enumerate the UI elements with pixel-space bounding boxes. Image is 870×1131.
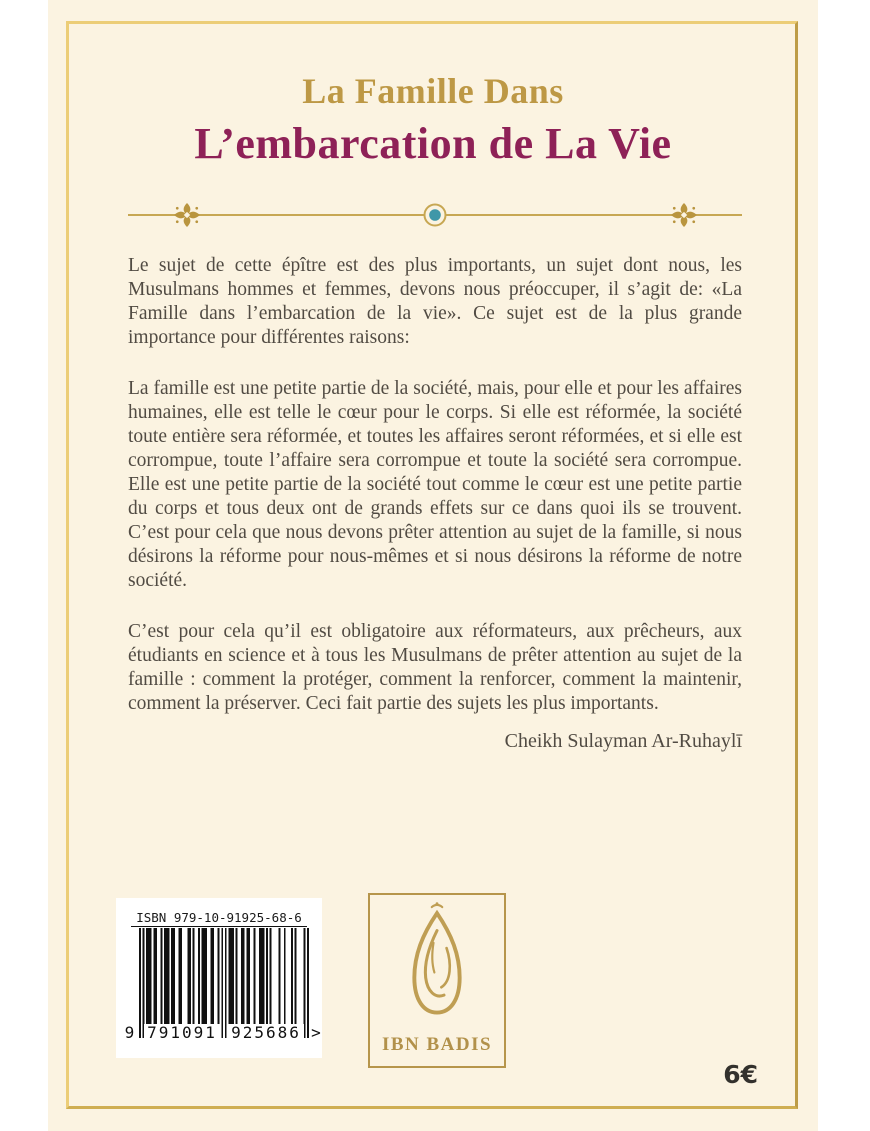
- barcode-digits-right-group: 925686: [228, 1024, 304, 1042]
- paragraph-1: Le sujet de cette épître est des plus importants, un sujet dont nous, les Musulmans hommes et femmes, devons nous préoccuper, il s’agit de: «La Famille dans l’embarcation de la vie». Ce sujet est de la plus grande importance pour différentes raisons:: [128, 255, 742, 348]
- isbn-number: ISBN 979-10-91925-68-6: [131, 910, 307, 927]
- barcode-end-mark: >: [311, 1023, 321, 1042]
- ornamental-divider: [128, 198, 742, 232]
- paragraph-2: La famille est une petite partie de la société, mais, pour elle et pour les affaires humaines, elle est telle le cœur pour le corps. Si elle est réformée, la société toute entière sera réformée, et toutes les affaires seront réformées, et si elle est corrompue, toute l’affaire sera corrompue et toute la société sera corrompue. Elle est une petite partie de la société tout comme le cœur est une petite partie du corps et tous deux ont de grands effets sur ce dans quoi ils se trouvent. C’est pour cela que nous devons prêter attention au sujet de la famille, si nous désirons la réforme pour nous-mêmes et si nous désirons la réforme de notre société.: [128, 378, 742, 591]
- medallion-icon: [422, 202, 448, 228]
- book-back-cover: [48, 0, 818, 1131]
- fleuron-icon-right: [669, 200, 699, 230]
- fleuron-icon-left: [172, 200, 202, 230]
- barcode-digit-first: 9: [124, 1023, 135, 1042]
- barcode-digits-left-group: 791091: [144, 1024, 220, 1042]
- isbn-barcode-block: [116, 898, 322, 1058]
- title-line-2: L’embarcation de La Vie: [194, 119, 672, 168]
- barcode: [123, 928, 321, 1058]
- price-label: 6€: [723, 1060, 758, 1089]
- paragraph-3: C’est pour cela qu’il est obligatoire aux réformateurs, aux prêcheurs, aux étudiants en science et à tous les Musulmans de prêter attention au sujet de la famille : comment la protéger, comment la renforcer, comment la maintenir, comment la préserver. Ceci fait partie des sujets les plus importants.: [128, 621, 742, 714]
- publisher-logo-box: [368, 893, 506, 1068]
- title-line-1: La Famille Dans: [302, 71, 564, 111]
- back-cover-text: [128, 254, 742, 753]
- calligraphy-emblem-icon: [393, 901, 481, 1023]
- publisher-name: IBN BADIS: [381, 1034, 493, 1055]
- author-name: Cheikh Sulayman Ar-Ruhaylī: [504, 730, 742, 752]
